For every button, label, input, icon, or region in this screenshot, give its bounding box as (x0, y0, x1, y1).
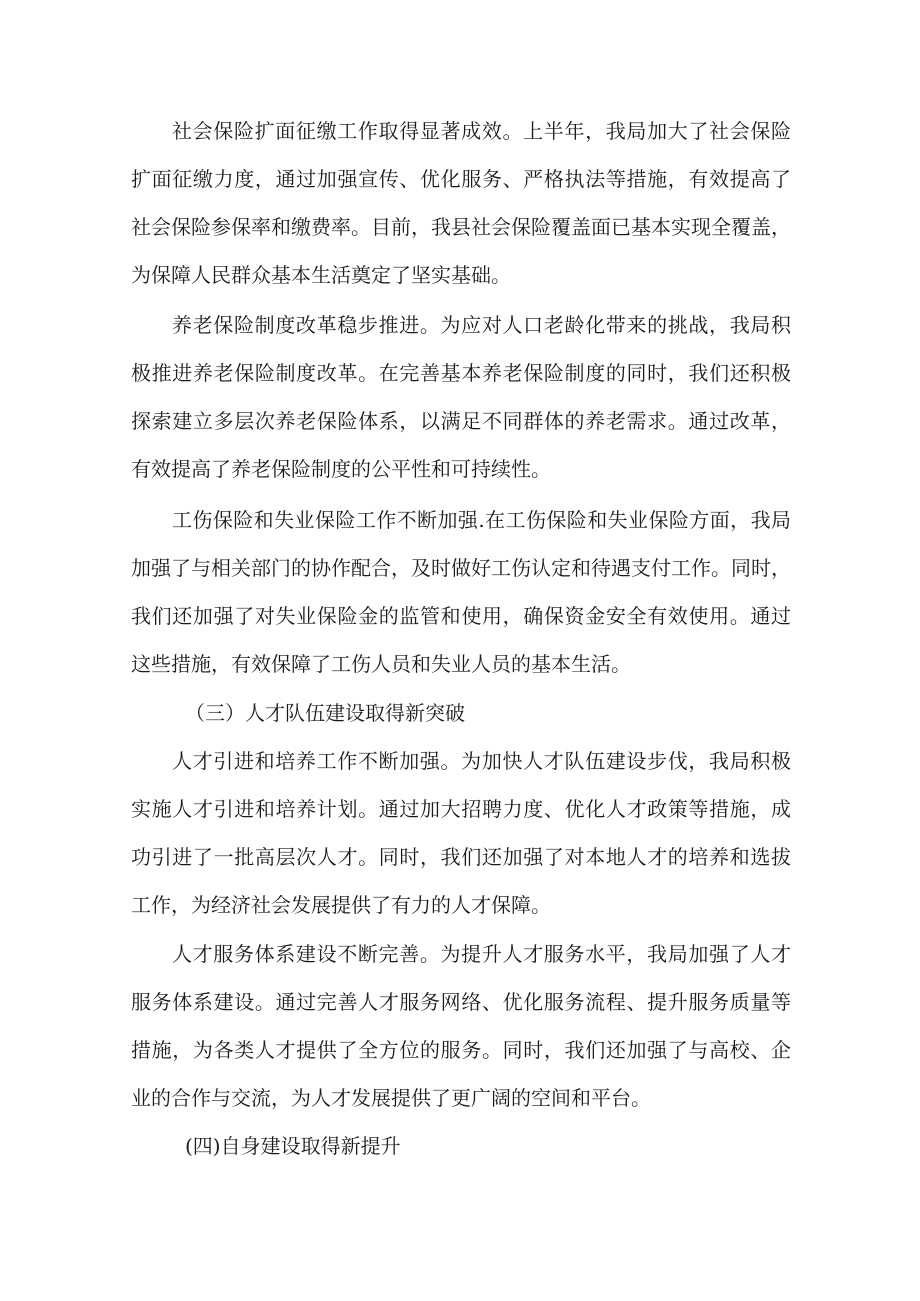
text-line: 工作，为经济社会发展提供了有力的人才保障。 (131, 893, 551, 917)
text-line: 业的合作与交流，为人才发展提供了更广阔的空间和平台。 (131, 1086, 651, 1110)
text-line: 这些措施，有效保障了工伤人员和失业人员的基本生活。 (131, 652, 631, 676)
text-line: 加强了与相关部门的协作配合，及时做好工伤认定和待遇支付工作。同时， (131, 556, 791, 580)
text-line: 有效提高了养老保险制度的公平性和可持续性。 (131, 457, 551, 481)
text-line: 扩面征缴力度，通过加强宣传、优化服务、严格执法等措施，有效提高了 (131, 167, 791, 191)
text-line: 社会保险扩面征缴工作取得显著成效。上半年，我局加大了社会保险 (172, 119, 791, 143)
text-line: 服务体系建设。通过完善人才服务网络、优化服务流程、提升服务质量等 (131, 990, 791, 1014)
text-line: 养老保险制度改革稳步推进。为应对人口老龄化带来的挑战，我局积 (172, 313, 791, 337)
text-line: 我们还加强了对失业保险金的监管和使用，确保资金安全有效使用。通过 (131, 604, 791, 628)
text-line: 工伤保险和失业保险工作不断加强.在工伤保险和失业保险方面，我局 (172, 508, 791, 532)
text-line: 探索建立多层次养老保险体系，以满足不同群体的养老需求。通过改革， (131, 409, 791, 433)
text-line: 人才引进和培养工作不断加强。为加快人才队伍建设步伐，我局积极 (172, 749, 791, 773)
section-heading-4: (四)自身建设取得新提升 (185, 1134, 401, 1158)
text-line: 社会保险参保率和缴费率。目前，我县社会保险覆盖面已基本实现全覆盖， (131, 215, 791, 239)
text-line: 人才服务体系建设不断完善。为提升人才服务水平，我局加强了人才 (172, 942, 791, 966)
text-line: 实施人才引进和培养计划。通过加大招聘力度、优化人才政策等措施，成 (131, 797, 791, 821)
text-line: 为保障人民群众基本生活奠定了坚实基础。 (131, 263, 511, 287)
text-line: 措施，为各类人才提供了全方位的服务。同时，我们还加强了与高校、企 (131, 1038, 791, 1062)
text-line: 功引进了一批高层次人才。同时，我们还加强了对本地人才的培养和选拔 (131, 845, 791, 869)
text-line: 极推进养老保险制度改革。在完善基本养老保险制度的同时，我们还积极 (131, 361, 791, 385)
section-heading-3: （三）人才队伍建设取得新突破 (185, 701, 465, 725)
